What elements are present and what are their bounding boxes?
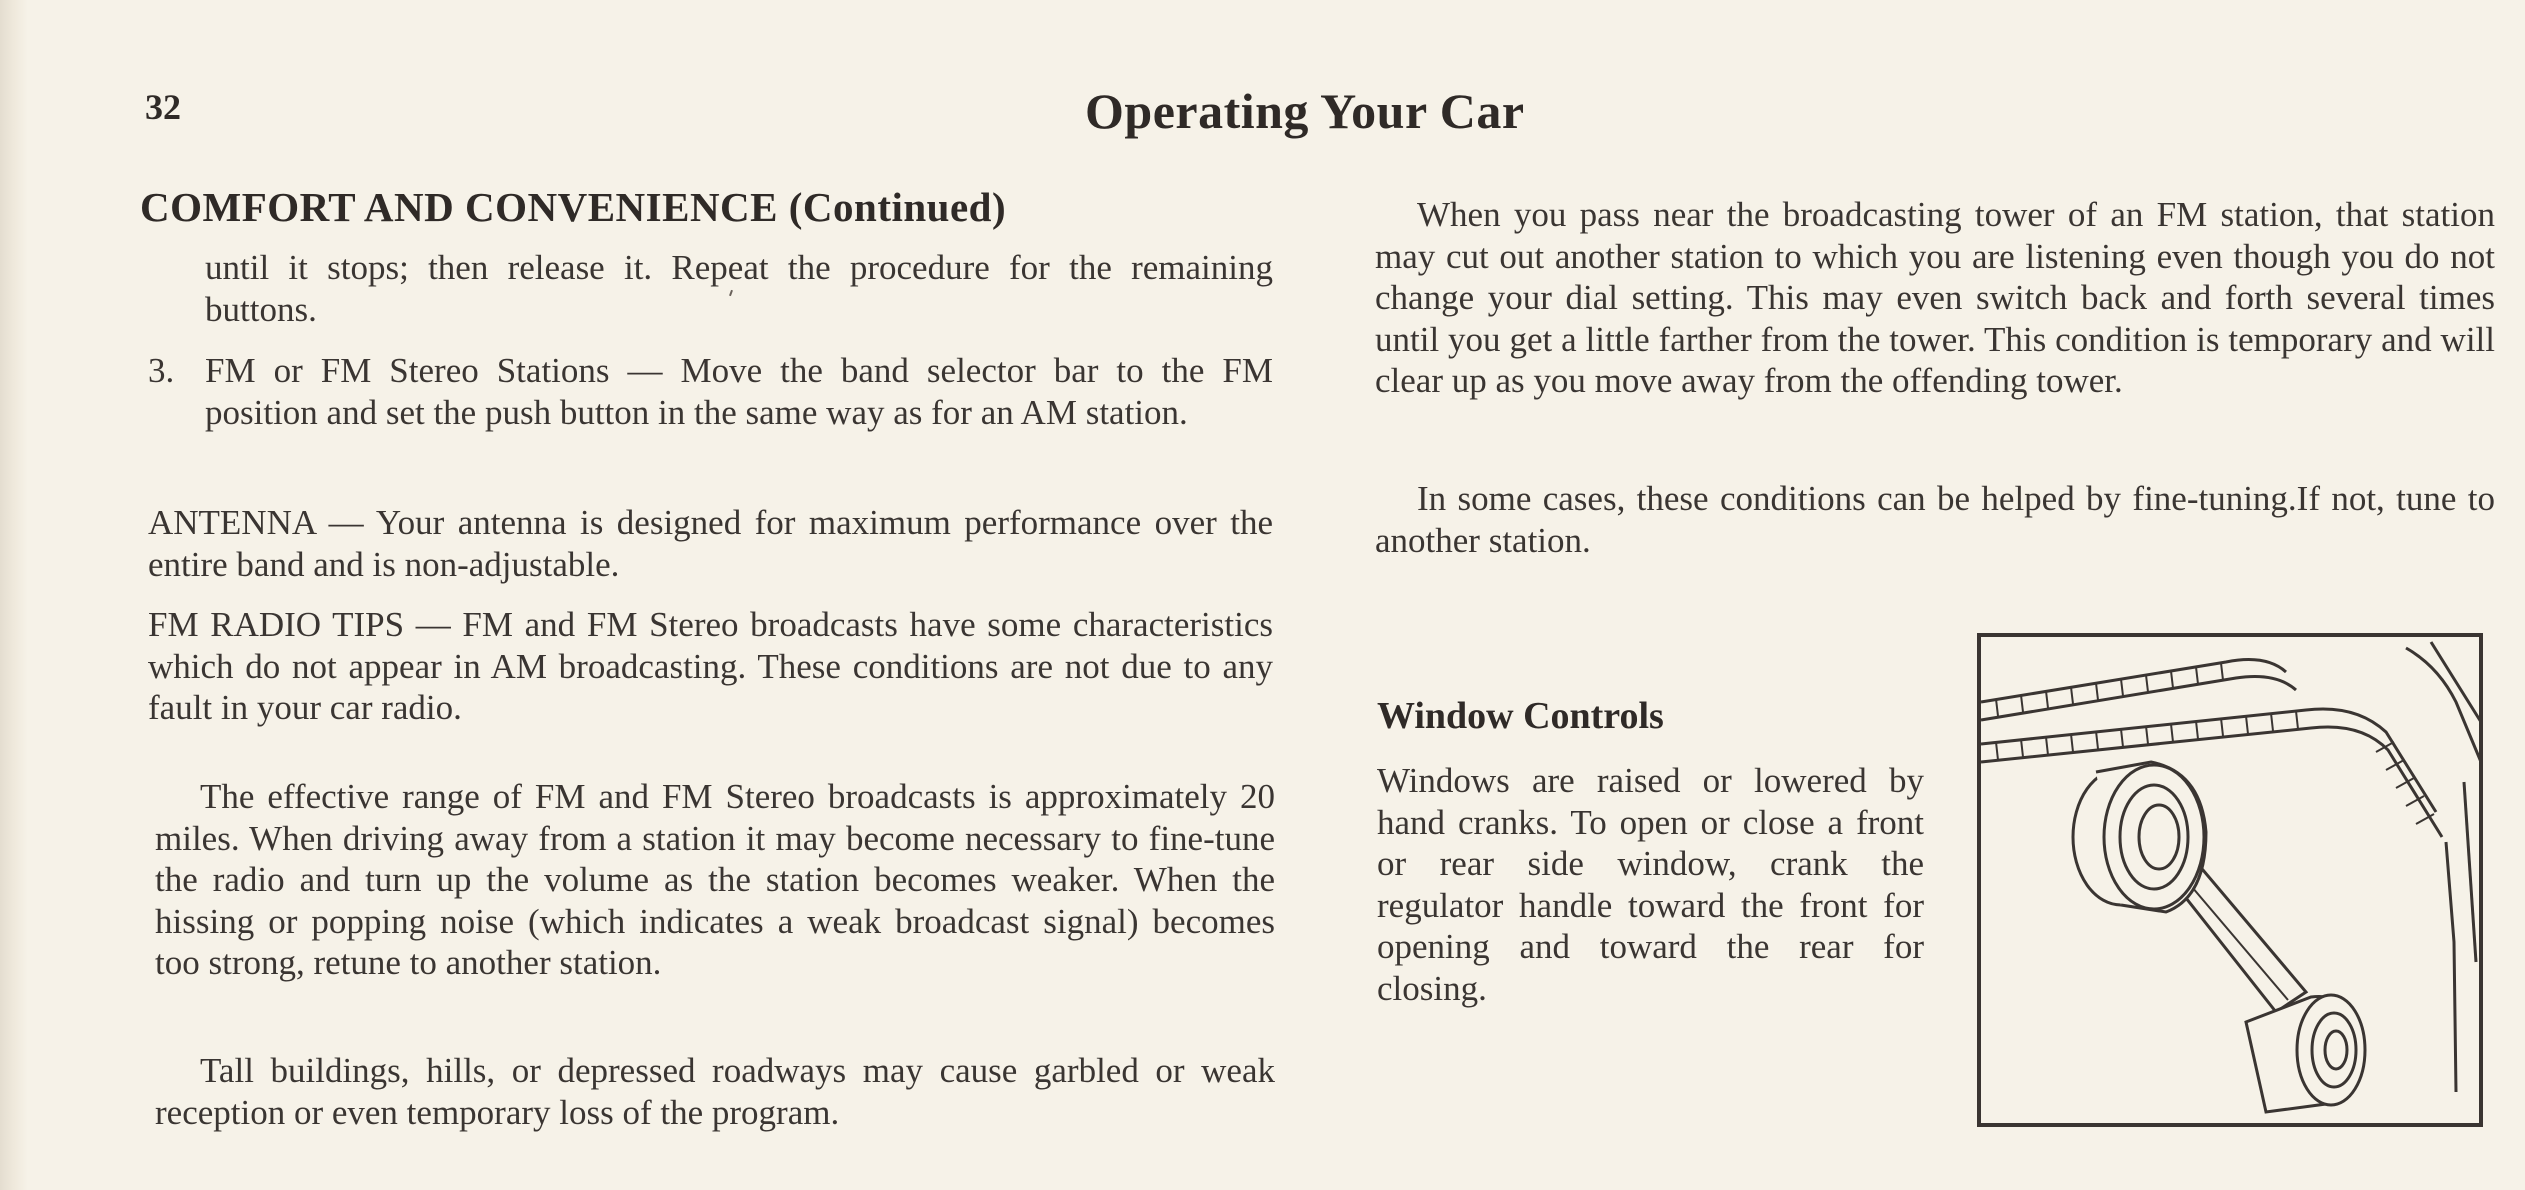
tall-buildings-paragraph: Tall buildings, hills, or depressed roadways may cause garbled or weak reception or even temporary loss of the program.: [155, 1051, 1275, 1132]
window-controls-paragraph: Windows are raised or lowered by hand cranks. To open or close a front or rear side window, crank the regulator handle toward the front for opening and toward the rear for closing.: [1377, 761, 1924, 1008]
fm-range-paragraph: The effective range of FM and FM Stereo broadcasts is approximately 20 miles. When driving away from a station it may become necessary to fine-tune the radio and turn up the volume as the station becomes weaker. When the hissing or popping noise (which indicates a weak broadcast signal) becomes too strong, retune to another station.: [155, 777, 1275, 982]
section-heading: COMFORT AND CONVENIENCE (Continued): [140, 184, 1007, 230]
window-crank-handle-icon: [1976, 632, 2484, 1128]
fine-tuning-paragraph: In some cases, these conditions can be helped by fine-tuning.If not, tune to another station.: [1375, 479, 2495, 560]
fm-radio-tips-paragraph: FM RADIO TIPS — FM and FM Stereo broadcasts have some characteristics which do not appear in AM broadcasting. These conditions are not due to any fault in your car radio.: [148, 605, 1273, 727]
fm-tower-paragraph: When you pass near the broadcasting tower of an FM station, that station may cut out another station to which you are listening even though you do not change your dial setting. This may even switch back and forth several times until you get a little farther from the tower. This condition is temporary and will clear up as you move away from the offending tower.: [1375, 195, 2495, 400]
antenna-paragraph: ANTENNA — Your antenna is designed for maximum performance over the entire band and is non-adjustable.: [148, 503, 1273, 584]
list-item-number: 3.: [148, 351, 175, 390]
list-item-text: FM or FM Stereo Stations — Move the band selector bar to the FM position and set the push button in the same way as for an AM station.: [205, 351, 1273, 432]
page-gutter-shadow: [0, 0, 28, 1190]
window-controls-heading: Window Controls: [1377, 695, 1664, 737]
page-title: Operating Your Car: [1085, 83, 1525, 139]
page-number: 32: [145, 87, 181, 127]
continued-paragraph: until it stops; then release it. Repeat the procedure for the remaining buttons.: [205, 248, 1273, 329]
window-crank-illustration: [1976, 632, 2484, 1128]
